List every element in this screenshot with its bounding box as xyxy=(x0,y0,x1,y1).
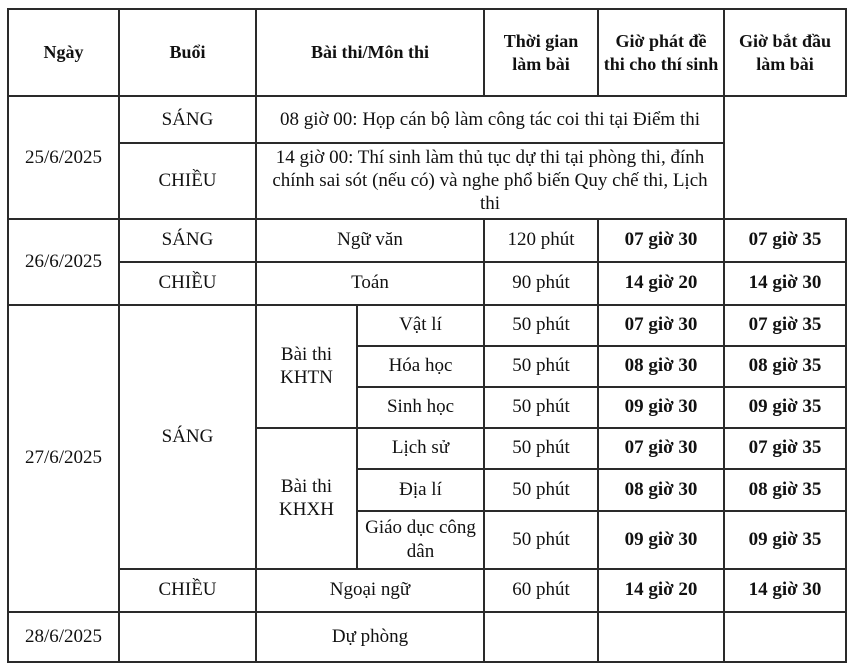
subject-cell-sinh-hoc: Sinh học xyxy=(357,387,484,428)
subject-cell-hoa-hoc: Hóa học xyxy=(357,346,484,387)
start-time-cell: 09 giờ 35 xyxy=(724,387,846,428)
header-bai-thi: Bài thi/Môn thi xyxy=(256,9,484,96)
empty-cell xyxy=(119,612,256,662)
start-time-cell: 07 giờ 35 xyxy=(724,219,846,262)
date-cell-28-6: 28/6/2025 xyxy=(8,612,119,662)
duration-cell: 50 phút xyxy=(484,305,598,346)
handout-time-cell: 08 giờ 30 xyxy=(598,346,724,387)
duration-cell: 50 phút xyxy=(484,428,598,469)
duration-cell: 90 phút xyxy=(484,262,598,305)
duration-cell: 50 phút xyxy=(484,469,598,511)
header-ngay: Ngày xyxy=(8,9,119,96)
header-gio-bat-dau: Giờ bắt đầu làm bài xyxy=(724,9,846,96)
empty-cell xyxy=(484,612,598,662)
start-time-cell: 09 giờ 35 xyxy=(724,511,846,569)
header-buoi: Buổi xyxy=(119,9,256,96)
subject-cell-ngu-van: Ngữ văn xyxy=(256,219,484,262)
duration-cell: 50 phút xyxy=(484,387,598,428)
session-cell-chieu: CHIỀU xyxy=(119,569,256,612)
exam-schedule-table xyxy=(7,8,847,663)
start-time-cell: 08 giờ 35 xyxy=(724,469,846,511)
handout-time-cell: 07 giờ 30 xyxy=(598,305,724,346)
handout-time-cell: 09 giờ 30 xyxy=(598,387,724,428)
duration-cell: 50 phút xyxy=(484,511,598,569)
handout-time-cell: 14 giờ 20 xyxy=(598,262,724,305)
activity-cell-25-6-chieu: 14 giờ 00: Thí sinh làm thủ tục dự thi tại phòng thi, đính chính sai sót (nếu có) và nghe phổ biến Quy chế thi, Lịch thi xyxy=(256,143,724,219)
session-cell-sang: SÁNG xyxy=(119,305,256,569)
date-cell-25-6: 25/6/2025 xyxy=(8,96,119,219)
subject-cell-lich-su: Lịch sử xyxy=(357,428,484,469)
reserve-day-cell: Dự phòng xyxy=(256,612,484,662)
header-gio-phat: Giờ phát đề thi cho thí sinh xyxy=(598,9,724,96)
row-25-6-chieu xyxy=(8,143,846,219)
start-time-cell: 14 giờ 30 xyxy=(724,569,846,612)
row-27-6-chieu xyxy=(8,569,846,612)
start-time-cell: 14 giờ 30 xyxy=(724,262,846,305)
row-28-6 xyxy=(8,612,846,662)
handout-time-cell: 07 giờ 30 xyxy=(598,428,724,469)
session-cell-sang: SÁNG xyxy=(119,219,256,262)
start-time-cell: 07 giờ 35 xyxy=(724,428,846,469)
subject-cell-toan: Toán xyxy=(256,262,484,305)
subject-cell-vat-li: Vật lí xyxy=(357,305,484,346)
header-row xyxy=(8,9,846,96)
row-25-6-sang xyxy=(8,96,846,143)
empty-cell xyxy=(724,612,846,662)
session-cell-chieu: CHIỀU xyxy=(119,262,256,305)
duration-cell: 50 phút xyxy=(484,346,598,387)
date-cell-26-6: 26/6/2025 xyxy=(8,219,119,305)
group-cell-khtn: Bài thi KHTN xyxy=(256,305,357,428)
handout-time-cell: 08 giờ 30 xyxy=(598,469,724,511)
subject-cell-dia-li: Địa lí xyxy=(357,469,484,511)
handout-time-cell: 07 giờ 30 xyxy=(598,219,724,262)
start-time-cell: 07 giờ 35 xyxy=(724,305,846,346)
row-26-6-chieu xyxy=(8,262,846,305)
date-cell-27-6: 27/6/2025 xyxy=(8,305,119,612)
duration-cell: 60 phút xyxy=(484,569,598,612)
row-26-6-sang xyxy=(8,219,846,262)
row-27-6-vat-li xyxy=(8,305,846,346)
subject-cell-ngoai-ngu: Ngoại ngữ xyxy=(256,569,484,612)
handout-time-cell: 09 giờ 30 xyxy=(598,511,724,569)
empty-cell xyxy=(598,612,724,662)
subject-cell-gdcd: Giáo dục công dân xyxy=(357,511,484,569)
duration-cell: 120 phút xyxy=(484,219,598,262)
session-cell-chieu: CHIỀU xyxy=(119,143,256,219)
start-time-cell: 08 giờ 35 xyxy=(724,346,846,387)
handout-time-cell: 14 giờ 20 xyxy=(598,569,724,612)
activity-cell-25-6-sang: 08 giờ 00: Họp cán bộ làm công tác coi thi tại Điểm thi xyxy=(256,96,724,143)
group-cell-khxh: Bài thi KHXH xyxy=(256,428,357,569)
session-cell-sang: SÁNG xyxy=(119,96,256,143)
header-thoi-gian: Thời gian làm bài xyxy=(484,9,598,96)
